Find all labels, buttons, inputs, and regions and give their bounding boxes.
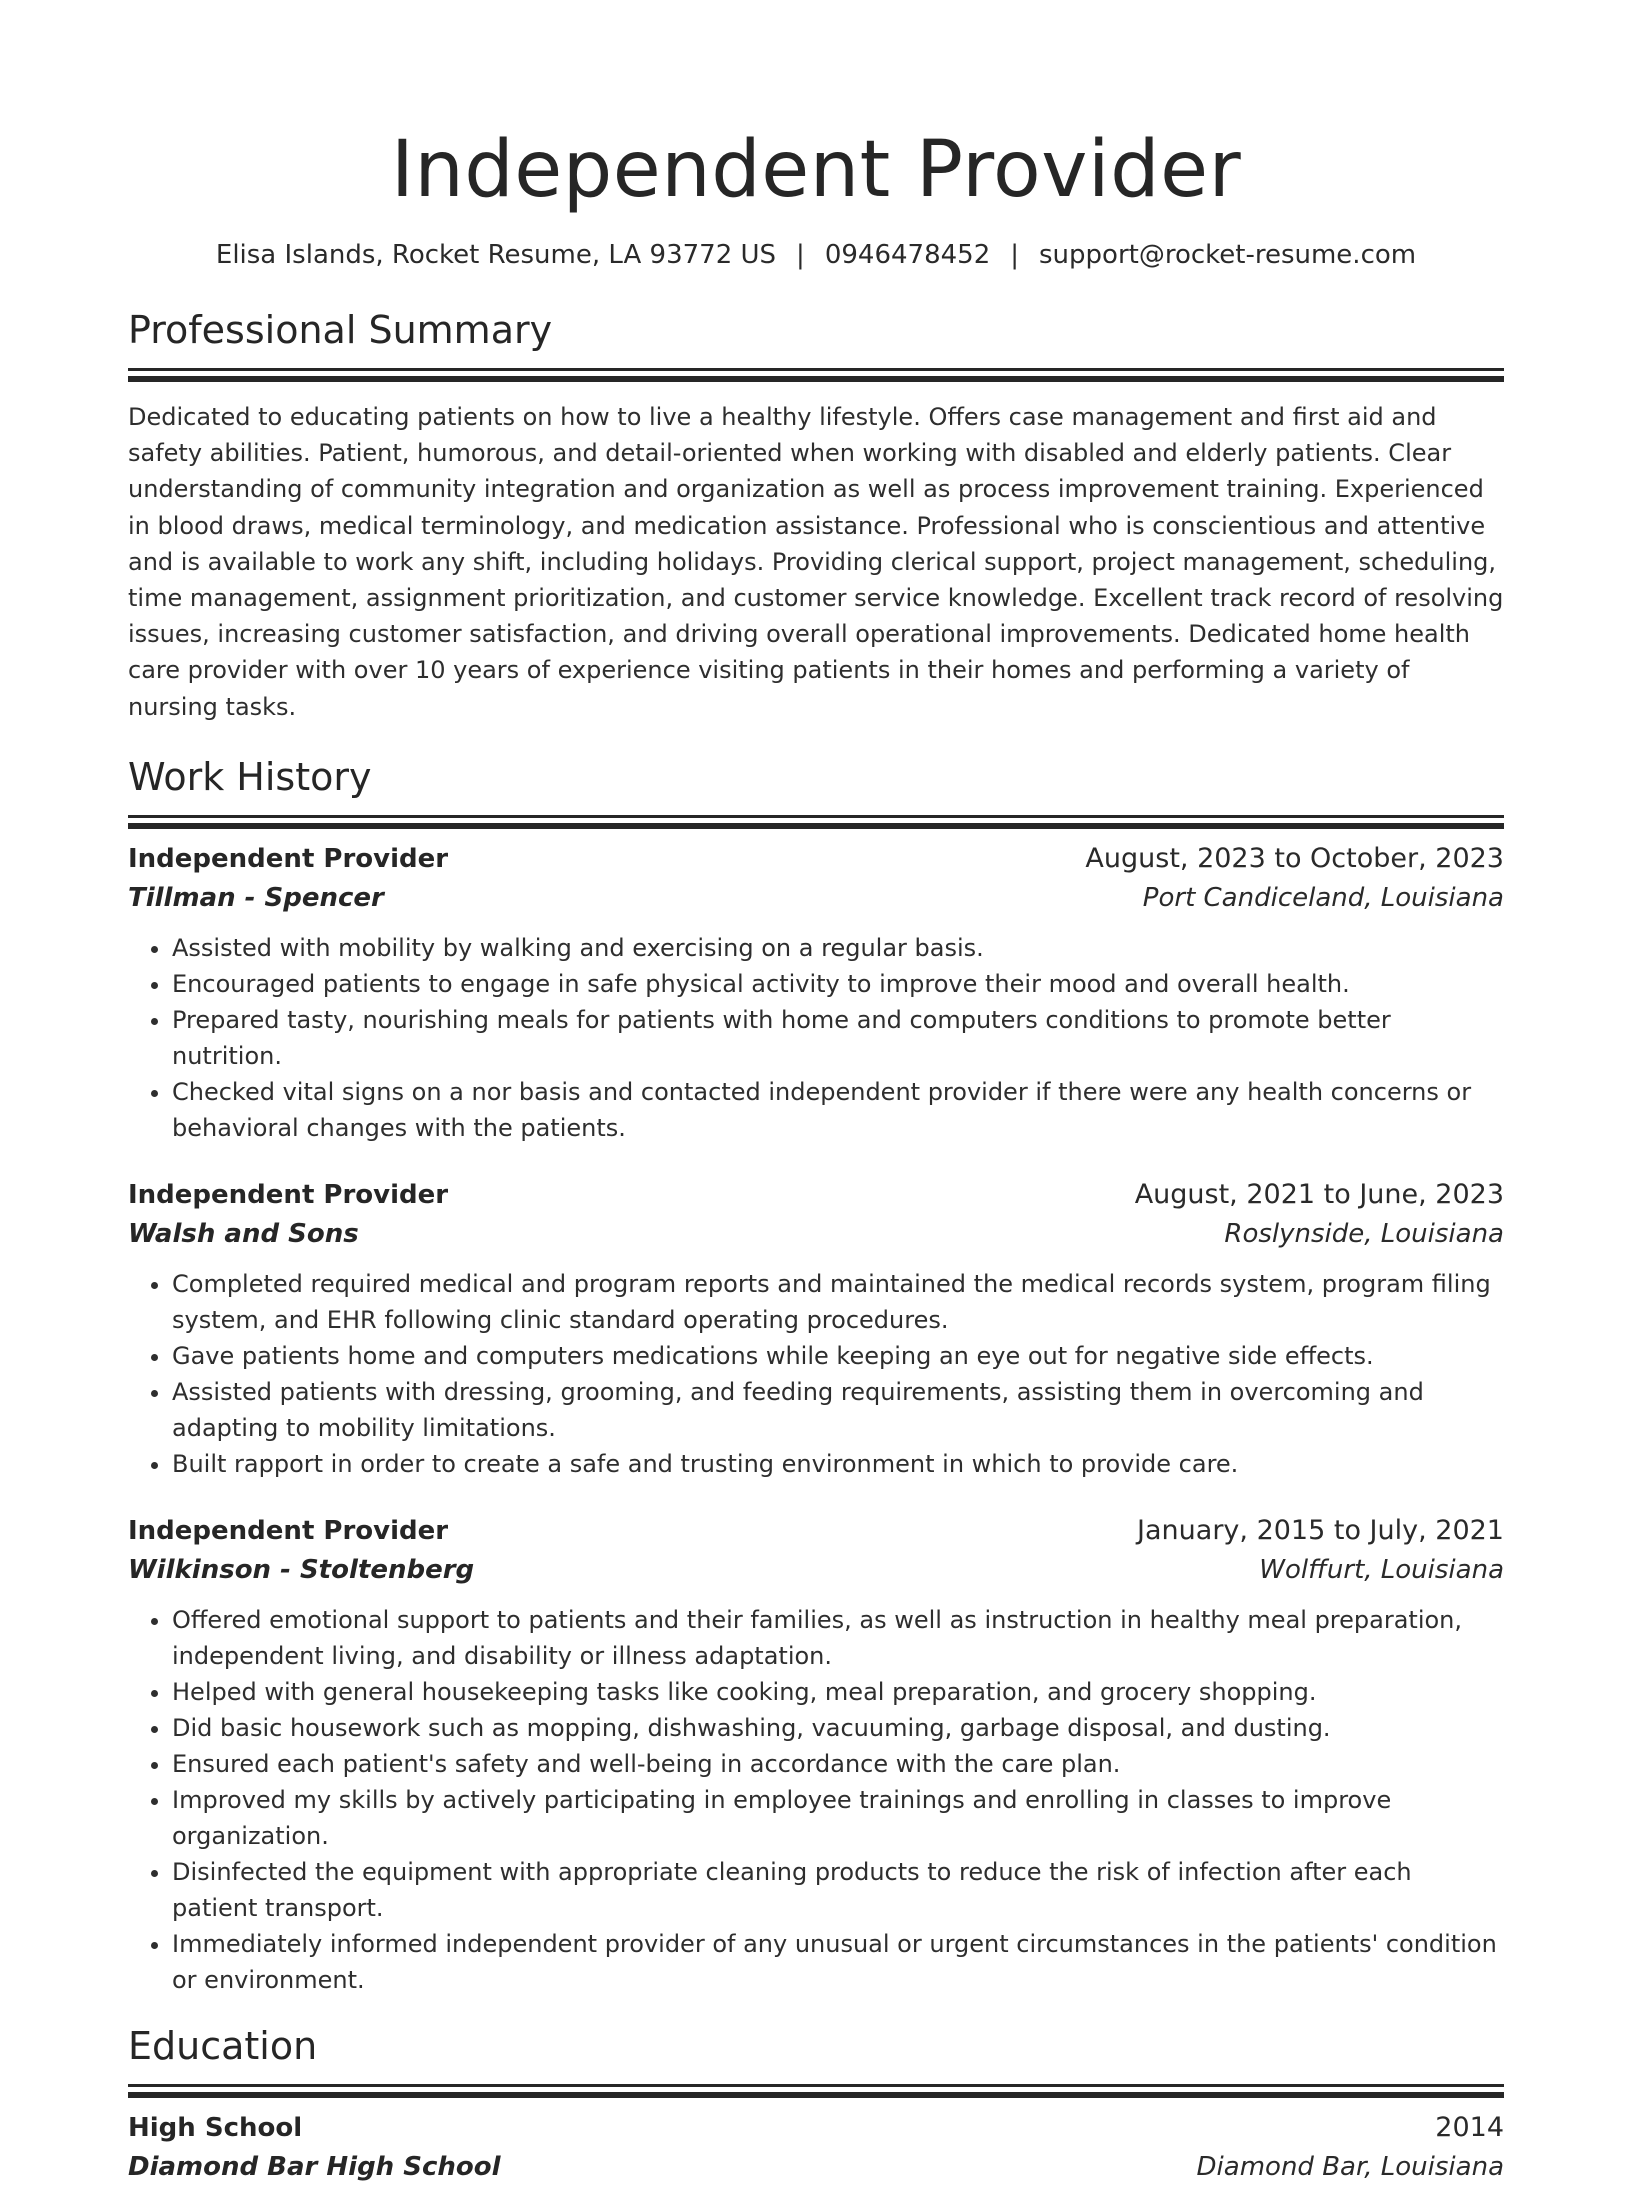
education-year: 2014: [1435, 2111, 1504, 2143]
section-divider: [128, 2084, 1504, 2087]
job-location: Roslynside, Louisiana: [1224, 1218, 1504, 1249]
job-subheader: [128, 1214, 1504, 1254]
job-bullets: [128, 930, 1504, 1146]
list-item: • Gave patients home and computers medications while keeping an eye out for negative side effects.: [172, 1338, 1504, 1374]
job-subheader: [128, 878, 1504, 918]
contact-address: Elisa Islands, Rocket Resume, LA 93772 US: [215, 240, 777, 270]
list-item: • Assisted patients with dressing, grooming, and feeding requirements, assisting them in overcoming and adapting to mobility limitations.: [172, 1374, 1504, 1446]
education-location: Diamond Bar, Louisiana: [1196, 2151, 1504, 2182]
job-entry: [128, 840, 1504, 1146]
contact-line: [128, 238, 1504, 272]
job-employer: Wilkinson - Stoltenberg: [128, 1554, 475, 1585]
job-header: [128, 840, 1504, 878]
job-entry: [128, 1512, 1504, 1998]
education-school: Diamond Bar High School: [128, 2151, 501, 2182]
summary-section: [128, 306, 1504, 725]
section-title-work-history: Work History: [128, 754, 372, 799]
education-header: [128, 2109, 1504, 2147]
education-entry: [128, 2109, 1504, 2187]
job-dates: August, 2021 to June, 2023: [1134, 1178, 1504, 1210]
summary-text: Dedicated to educating patients on how to live a healthy lifestyle. Offers case management and first aid and safety abilities. Patient, humorous, and detail-oriented when working with disabled and elderly patients. Clear understanding of community integration and organization as well as process improvement training. Experienced in blood draws, medical terminology, and medication assistance. Professional who is conscientious and attentive and is available to work any shift, including holidays. Providing clerical support, project management, scheduling, time management, assignment prioritization, and customer service knowledge. Excellent track record of resolving issues, increasing customer satisfaction, and driving overall operational improvements. Dedicated home health care provider with over 10 years of experience visiting patients in their homes and performing a variety of nursing tasks.: [128, 403, 1504, 721]
job-dates: January, 2015 to July, 2021: [1137, 1514, 1504, 1546]
list-item: • Built rapport in order to create a safe and trusting environment in which to provide care.: [172, 1446, 1504, 1482]
education-subheader: [128, 2147, 1504, 2187]
resume-name: Independent Provider: [390, 125, 1242, 215]
education-section: [128, 2022, 1504, 2187]
list-item: • Completed required medical and program reports and maintained the medical records system, program filing system, and EHR following clinic standard operating procedures.: [172, 1266, 1504, 1338]
contact-separator: |: [1010, 240, 1019, 270]
job-entry: [128, 1176, 1504, 1482]
list-item: • Offered emotional support to patients and their families, as well as instruction in healthy meal preparation, independent living, and disability or illness adaptation.: [172, 1602, 1504, 1674]
work-history-section: [128, 753, 1504, 1998]
list-item: • Checked vital signs on a nor basis and contacted independent provider if there were any health concerns or behavioral changes with the patients.: [172, 1074, 1504, 1146]
job-bullets: [128, 1266, 1504, 1482]
list-item: • Ensured each patient's safety and well-being in accordance with the care plan.: [172, 1746, 1504, 1782]
contact-separator: |: [796, 240, 805, 270]
job-dates: August, 2023 to October, 2023: [1085, 842, 1504, 874]
job-title: Independent Provider: [128, 1179, 449, 1210]
job-subheader: [128, 1550, 1504, 1590]
list-item: • Assisted with mobility by walking and exercising on a regular basis.: [172, 930, 1504, 966]
list-item: • Improved my skills by actively participating in employee trainings and enrolling in classes to improve organization.: [172, 1782, 1504, 1854]
job-employer: Walsh and Sons: [128, 1218, 359, 1249]
job-location: Port Candiceland, Louisiana: [1142, 882, 1504, 913]
section-title-summary: Professional Summary: [128, 308, 553, 352]
list-item: • Encouraged patients to engage in safe physical activity to improve their mood and overall health.: [172, 966, 1504, 1002]
list-item: • Immediately informed independent provider of any unusual or urgent circumstances in the patients' condition or environment.: [172, 1926, 1504, 1998]
job-title: Independent Provider: [128, 843, 449, 874]
contact-email[interactable]: support@rocket-resume.com: [1039, 240, 1417, 270]
contact-phone: 0946478452: [824, 240, 991, 270]
job-title: Independent Provider: [128, 1515, 449, 1546]
list-item: • Did basic housework such as mopping, dishwashing, vacuuming, garbage disposal, and dusting.: [172, 1710, 1504, 1746]
education-degree: High School: [128, 2112, 303, 2143]
list-item: • Prepared tasty, nourishing meals for patients with home and computers conditions to promote better nutrition.: [172, 1002, 1504, 1074]
section-divider: [128, 368, 1504, 371]
section-divider: [128, 815, 1504, 818]
list-item: • Helped with general housekeeping tasks like cooking, meal preparation, and grocery shopping.: [172, 1674, 1504, 1710]
job-header: [128, 1512, 1504, 1550]
job-header: [128, 1176, 1504, 1214]
job-bullets: [128, 1602, 1504, 1998]
list-item: • Disinfected the equipment with appropriate cleaning products to reduce the risk of infection after each patient transport.: [172, 1854, 1504, 1926]
job-employer: Tillman - Spencer: [128, 882, 384, 913]
job-location: Wolffurt, Louisiana: [1259, 1554, 1504, 1585]
section-title-education: Education: [128, 2023, 318, 2068]
